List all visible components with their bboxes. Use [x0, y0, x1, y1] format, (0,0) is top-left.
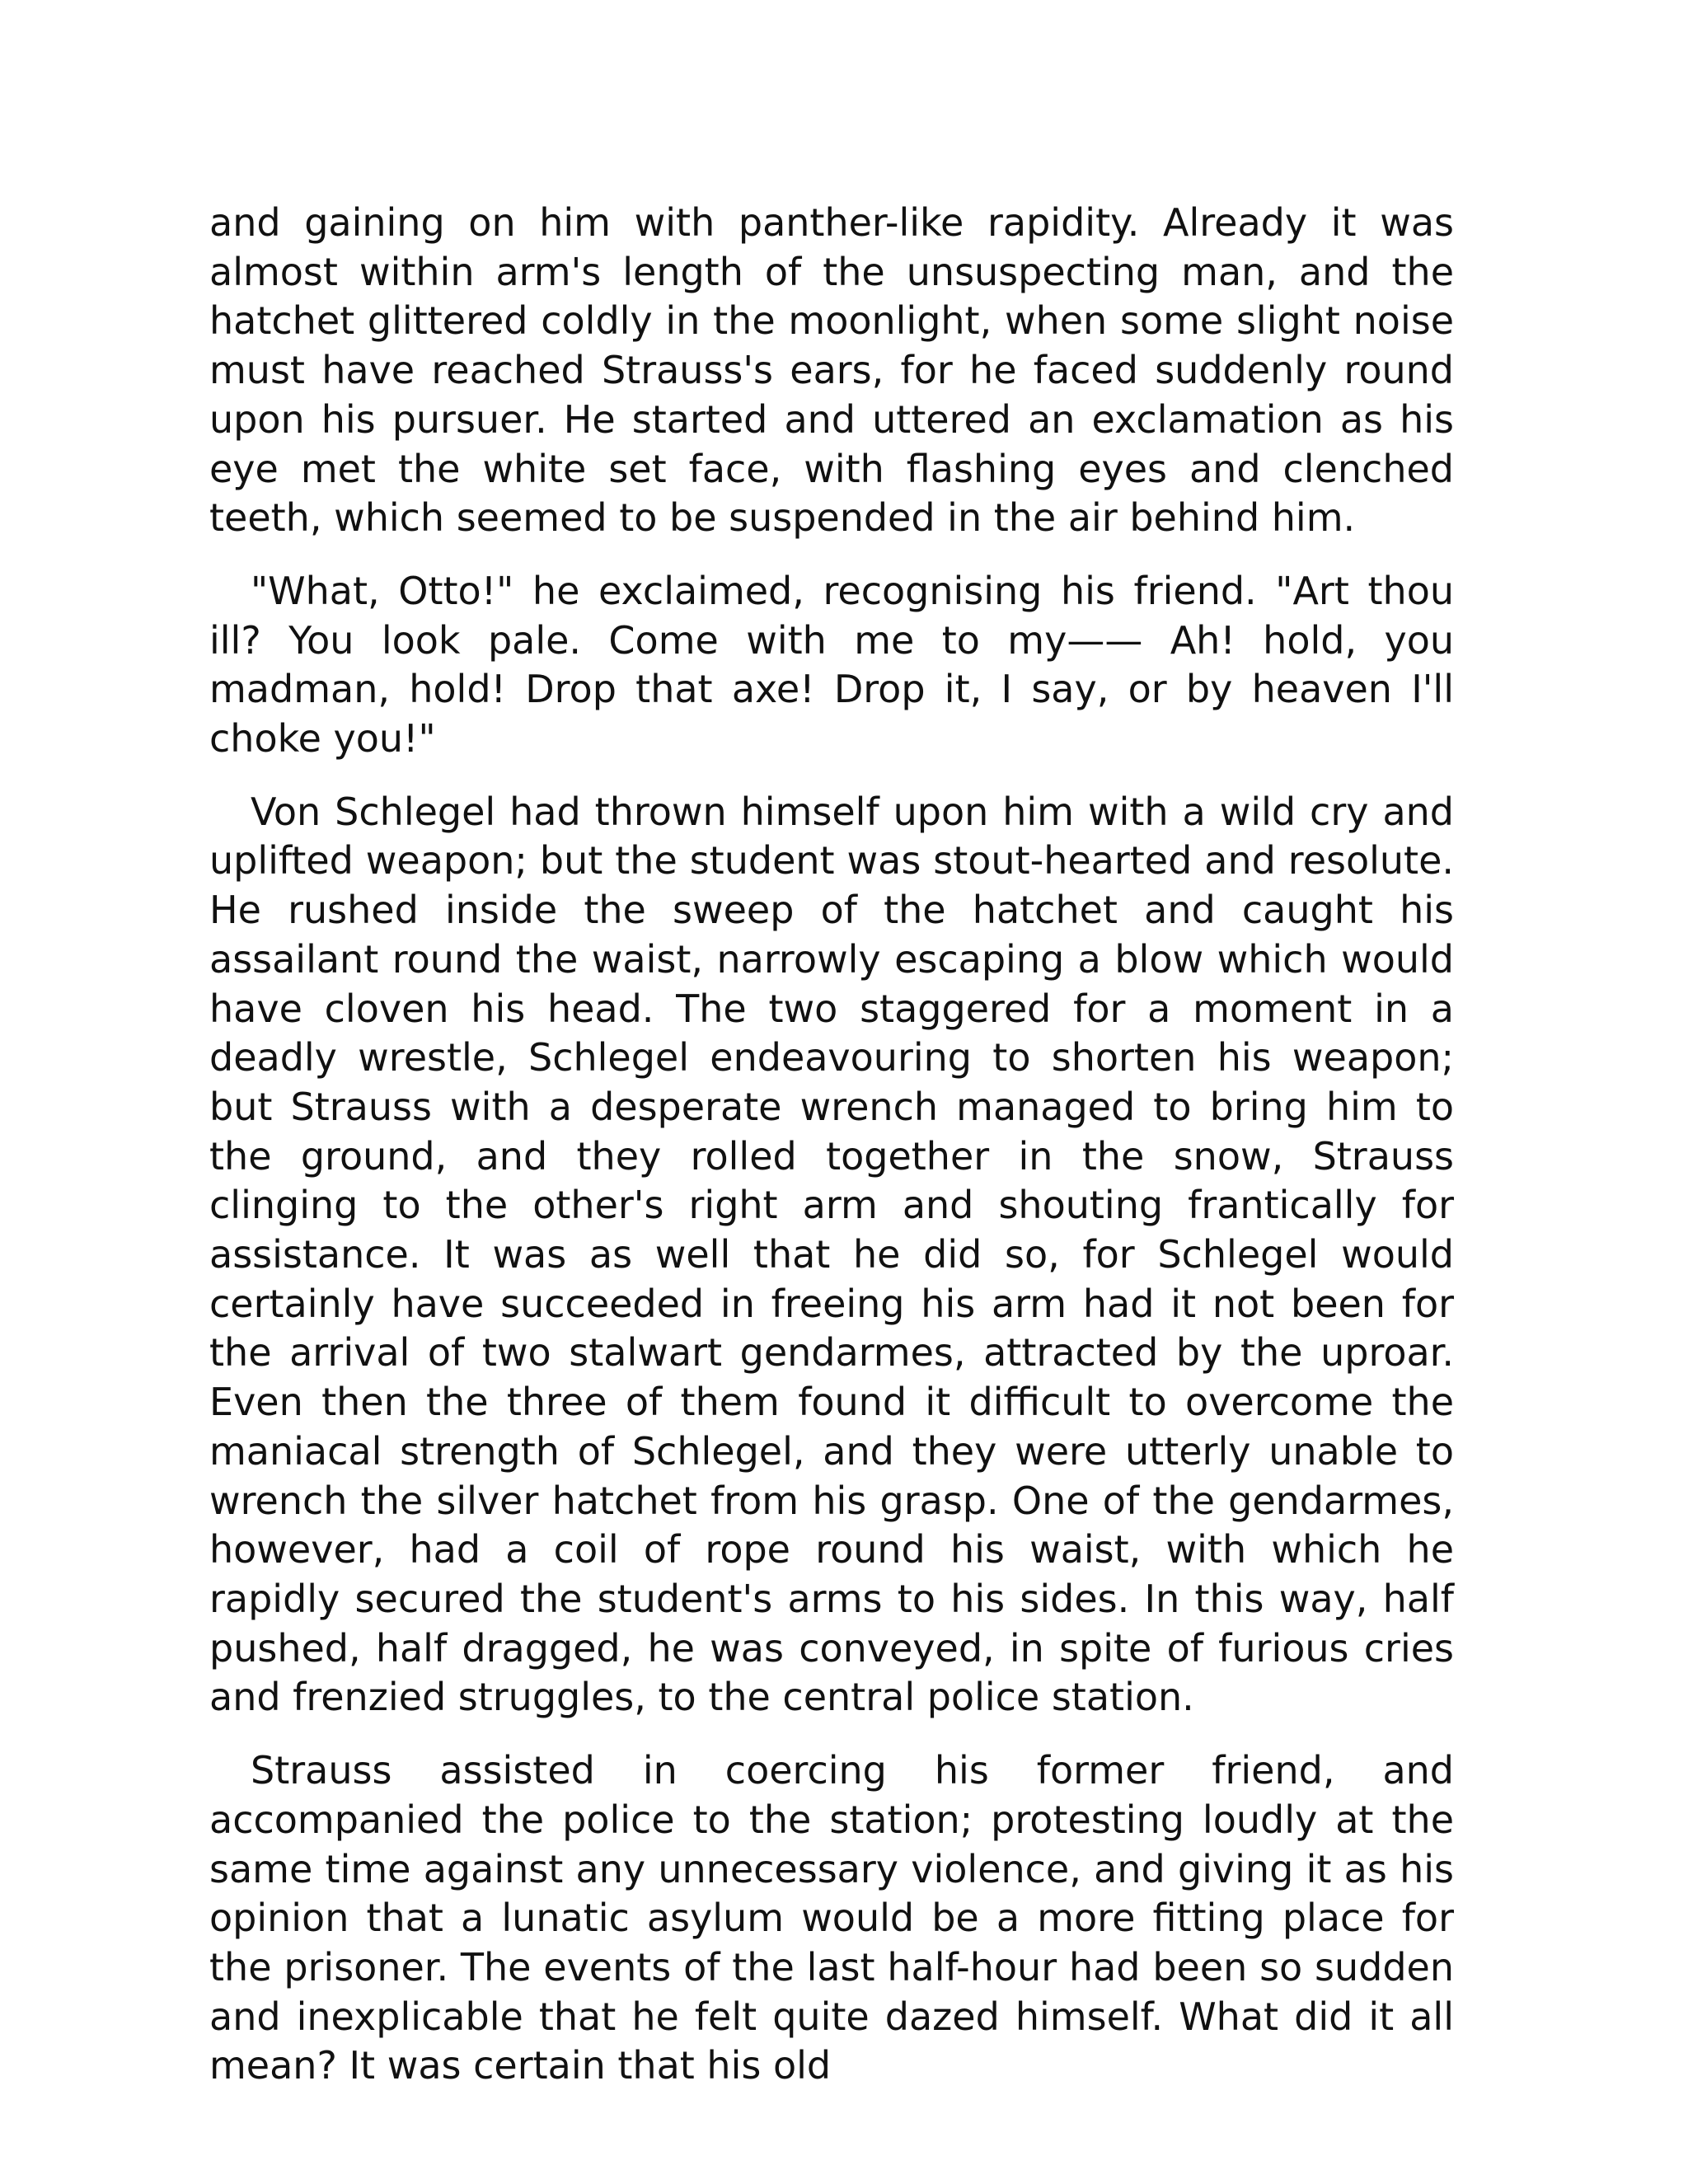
paragraph-2: "What, Otto!" he exclaimed, recognising his friend. "Art thou ill? You look pale. Come with me to my—— Ah! hold, you madman, hold! Drop that axe! Drop it, I say, or by heaven I'll choke you!" — [209, 568, 1454, 762]
page-body — [209, 199, 1454, 2115]
paragraph-1: and gaining on him with panther-like rapidity. Already it was almost within arm's length of the unsuspecting man, and the hatchet glittered coldly in the moonlight, when some slight noise must have reached Strauss's ears, for he faced suddenly round upon his pursuer. He started and uttered an exclamation as his eye met the white set face, with flashing eyes and clenched teeth, which seemed to be suspended in the air behind him. — [209, 200, 1454, 541]
paragraph-4: Strauss assisted in coercing his former friend, and accompanied the police to the station; protesting loudly at the same time against any unnecessary violence, and giving it as his opinion that a lunatic asylum would be a more fitting place for the prisoner. The events of the last half-hour had been so sudden and inexplicable that he felt quite dazed himself. What did it all mean? It was certain that his old — [209, 1748, 1454, 2088]
paragraph-3: Von Schlegel had thrown himself upon him with a wild cry and uplifted weapon; but the student was stout-hearted and resolute. He rushed inside the sweep of the hatchet and caught his assailant round the waist, narrowly escaping a blow which would have cloven his head. The two staggered for a moment in a deadly wrestle, Schlegel endeavouring to shorten his weapon; but Strauss with a desperate wrench managed to bring him to the ground, and they rolled together in the snow, Strauss clinging to the other's right arm and shouting frantically for assistance. It was as well that he did so, for Schlegel would certainly have succeeded in freeing his arm had it not been for the arrival of two stalwart gendarmes, attracted by the uproar. Even then the three of them found it difficult to overcome the maniacal strength of Schlegel, and they were utterly unable to wrench the silver hatchet from his grasp. One of the gendarmes, however, had a coil of rope round his waist, with which he rapidly secured the student's arms to his sides. In this way, half pushed, half dragged, he was conveyed, in spite of furious cries and frenzied struggles, to the central police station. — [209, 789, 1454, 1720]
